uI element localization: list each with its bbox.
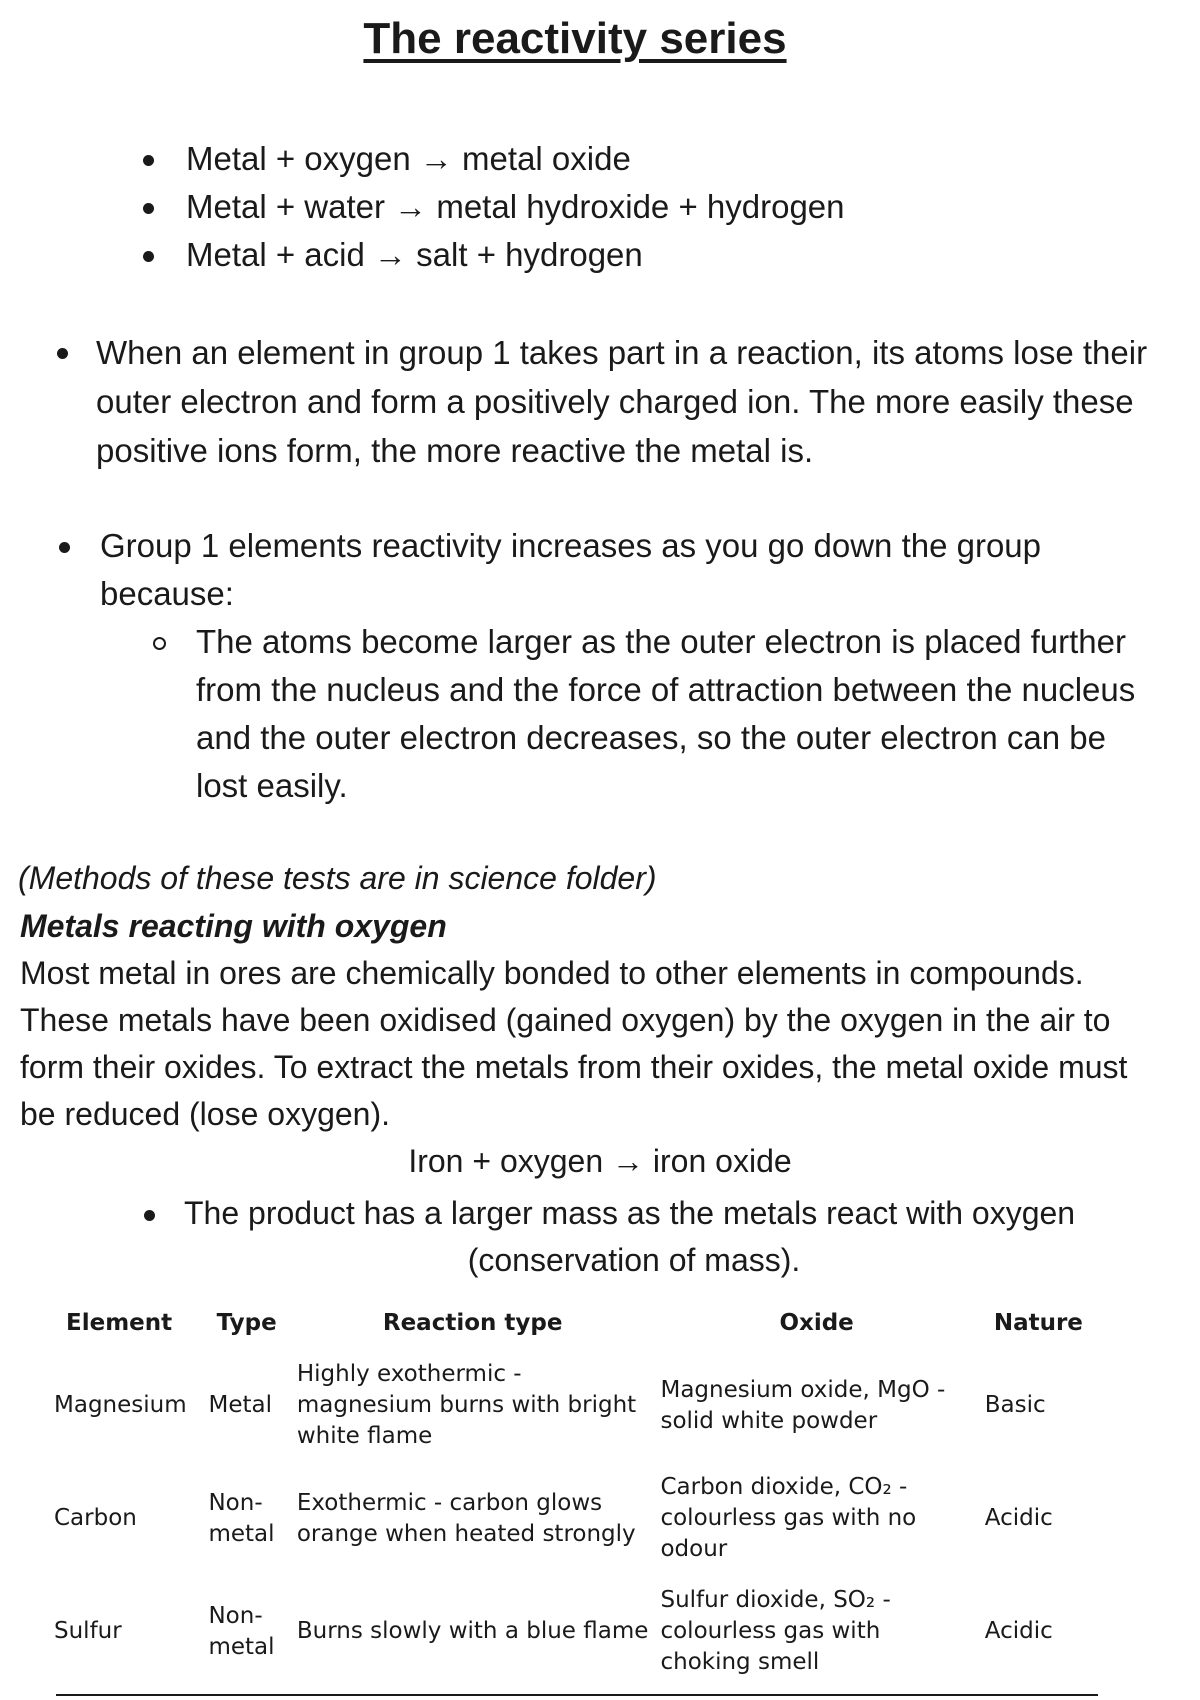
cell-element: Magnesium — [54, 1392, 187, 1418]
header-element: Element — [66, 1310, 173, 1336]
list-item: Metal + acid → salt + hydrogen — [186, 231, 845, 279]
group1-reason-subpoint: The atoms become larger as the outer electron is placed further from the nucleus and the force of attraction between the nucleus and the outer electron decreases, so the outer electron can be lost easily. — [196, 618, 1156, 810]
cell-oxide: Carbon dioxide, CO₂ - colourless gas with no odour — [660, 1474, 917, 1562]
methods-note: (Methods of these tests are in science folder) — [18, 860, 657, 896]
table-row — [48, 1575, 1098, 1688]
page-title: The reactivity series — [363, 14, 787, 63]
list-item: Metal + water → metal hydroxide + hydrogen — [186, 183, 845, 231]
cell-nature: Acidic — [984, 1618, 1053, 1644]
bottom-divider — [56, 1694, 1098, 1696]
mass-point-line2: (conservation of mass). — [467, 1242, 801, 1278]
cell-nature: Acidic — [984, 1505, 1053, 1531]
cell-nature: Basic — [984, 1392, 1046, 1418]
header-type: Type — [216, 1310, 277, 1336]
oxidation-paragraph: Most metal in ores are chemically bonded to other elements in compounds. These metals have been oxidised (gained oxygen) by the oxygen in the air to form their oxides. To extract the metals from their oxides, the metal oxide must be reduced (lose oxygen). — [20, 955, 1128, 1132]
cell-reaction: Exothermic - carbon glows orange when heated strongly — [296, 1489, 636, 1547]
mass-point — [184, 1190, 1084, 1284]
cell-type: Non-metal — [208, 1489, 275, 1547]
section-heading: Metals reacting with oxygen — [20, 908, 447, 944]
list-item: Metal + oxygen → metal oxide — [186, 135, 845, 183]
table-row — [48, 1349, 1098, 1462]
equation-list — [186, 135, 845, 279]
cell-element: Carbon — [54, 1505, 137, 1531]
cell-oxide: Magnesium oxide, MgO - solid white powder — [660, 1376, 946, 1434]
header-nature: Nature — [993, 1310, 1083, 1336]
header-oxide: Oxide — [779, 1310, 854, 1336]
group1-trend-point: Group 1 elements reactivity increases as you go down the group because: — [100, 522, 1170, 618]
mass-point-line1: The product has a larger mass as the metals react with oxygen — [184, 1195, 1076, 1231]
table-row — [48, 1462, 1098, 1575]
table-header-row — [48, 1300, 1098, 1349]
cell-oxide: Sulfur dioxide, SO₂ - colourless gas with choking smell — [660, 1587, 891, 1675]
cell-reaction: Burns slowly with a blue flame — [296, 1618, 649, 1644]
cell-element: Sulfur — [54, 1618, 122, 1644]
cell-type: Metal — [208, 1392, 272, 1418]
group1-ions-point: When an element in group 1 takes part in a reaction, its atoms lose their outer electron and form a positively charged ion. The more easily these positive ions form, the more reactive the metal is. — [96, 328, 1166, 475]
iron-equation: Iron + oxygen → iron oxide — [408, 1143, 792, 1179]
header-reaction: Reaction type — [382, 1310, 563, 1336]
reaction-table — [48, 1300, 1098, 1688]
cell-type: Non-metal — [208, 1602, 275, 1660]
cell-reaction: Highly exothermic - magnesium burns with bright white flame — [296, 1361, 637, 1449]
